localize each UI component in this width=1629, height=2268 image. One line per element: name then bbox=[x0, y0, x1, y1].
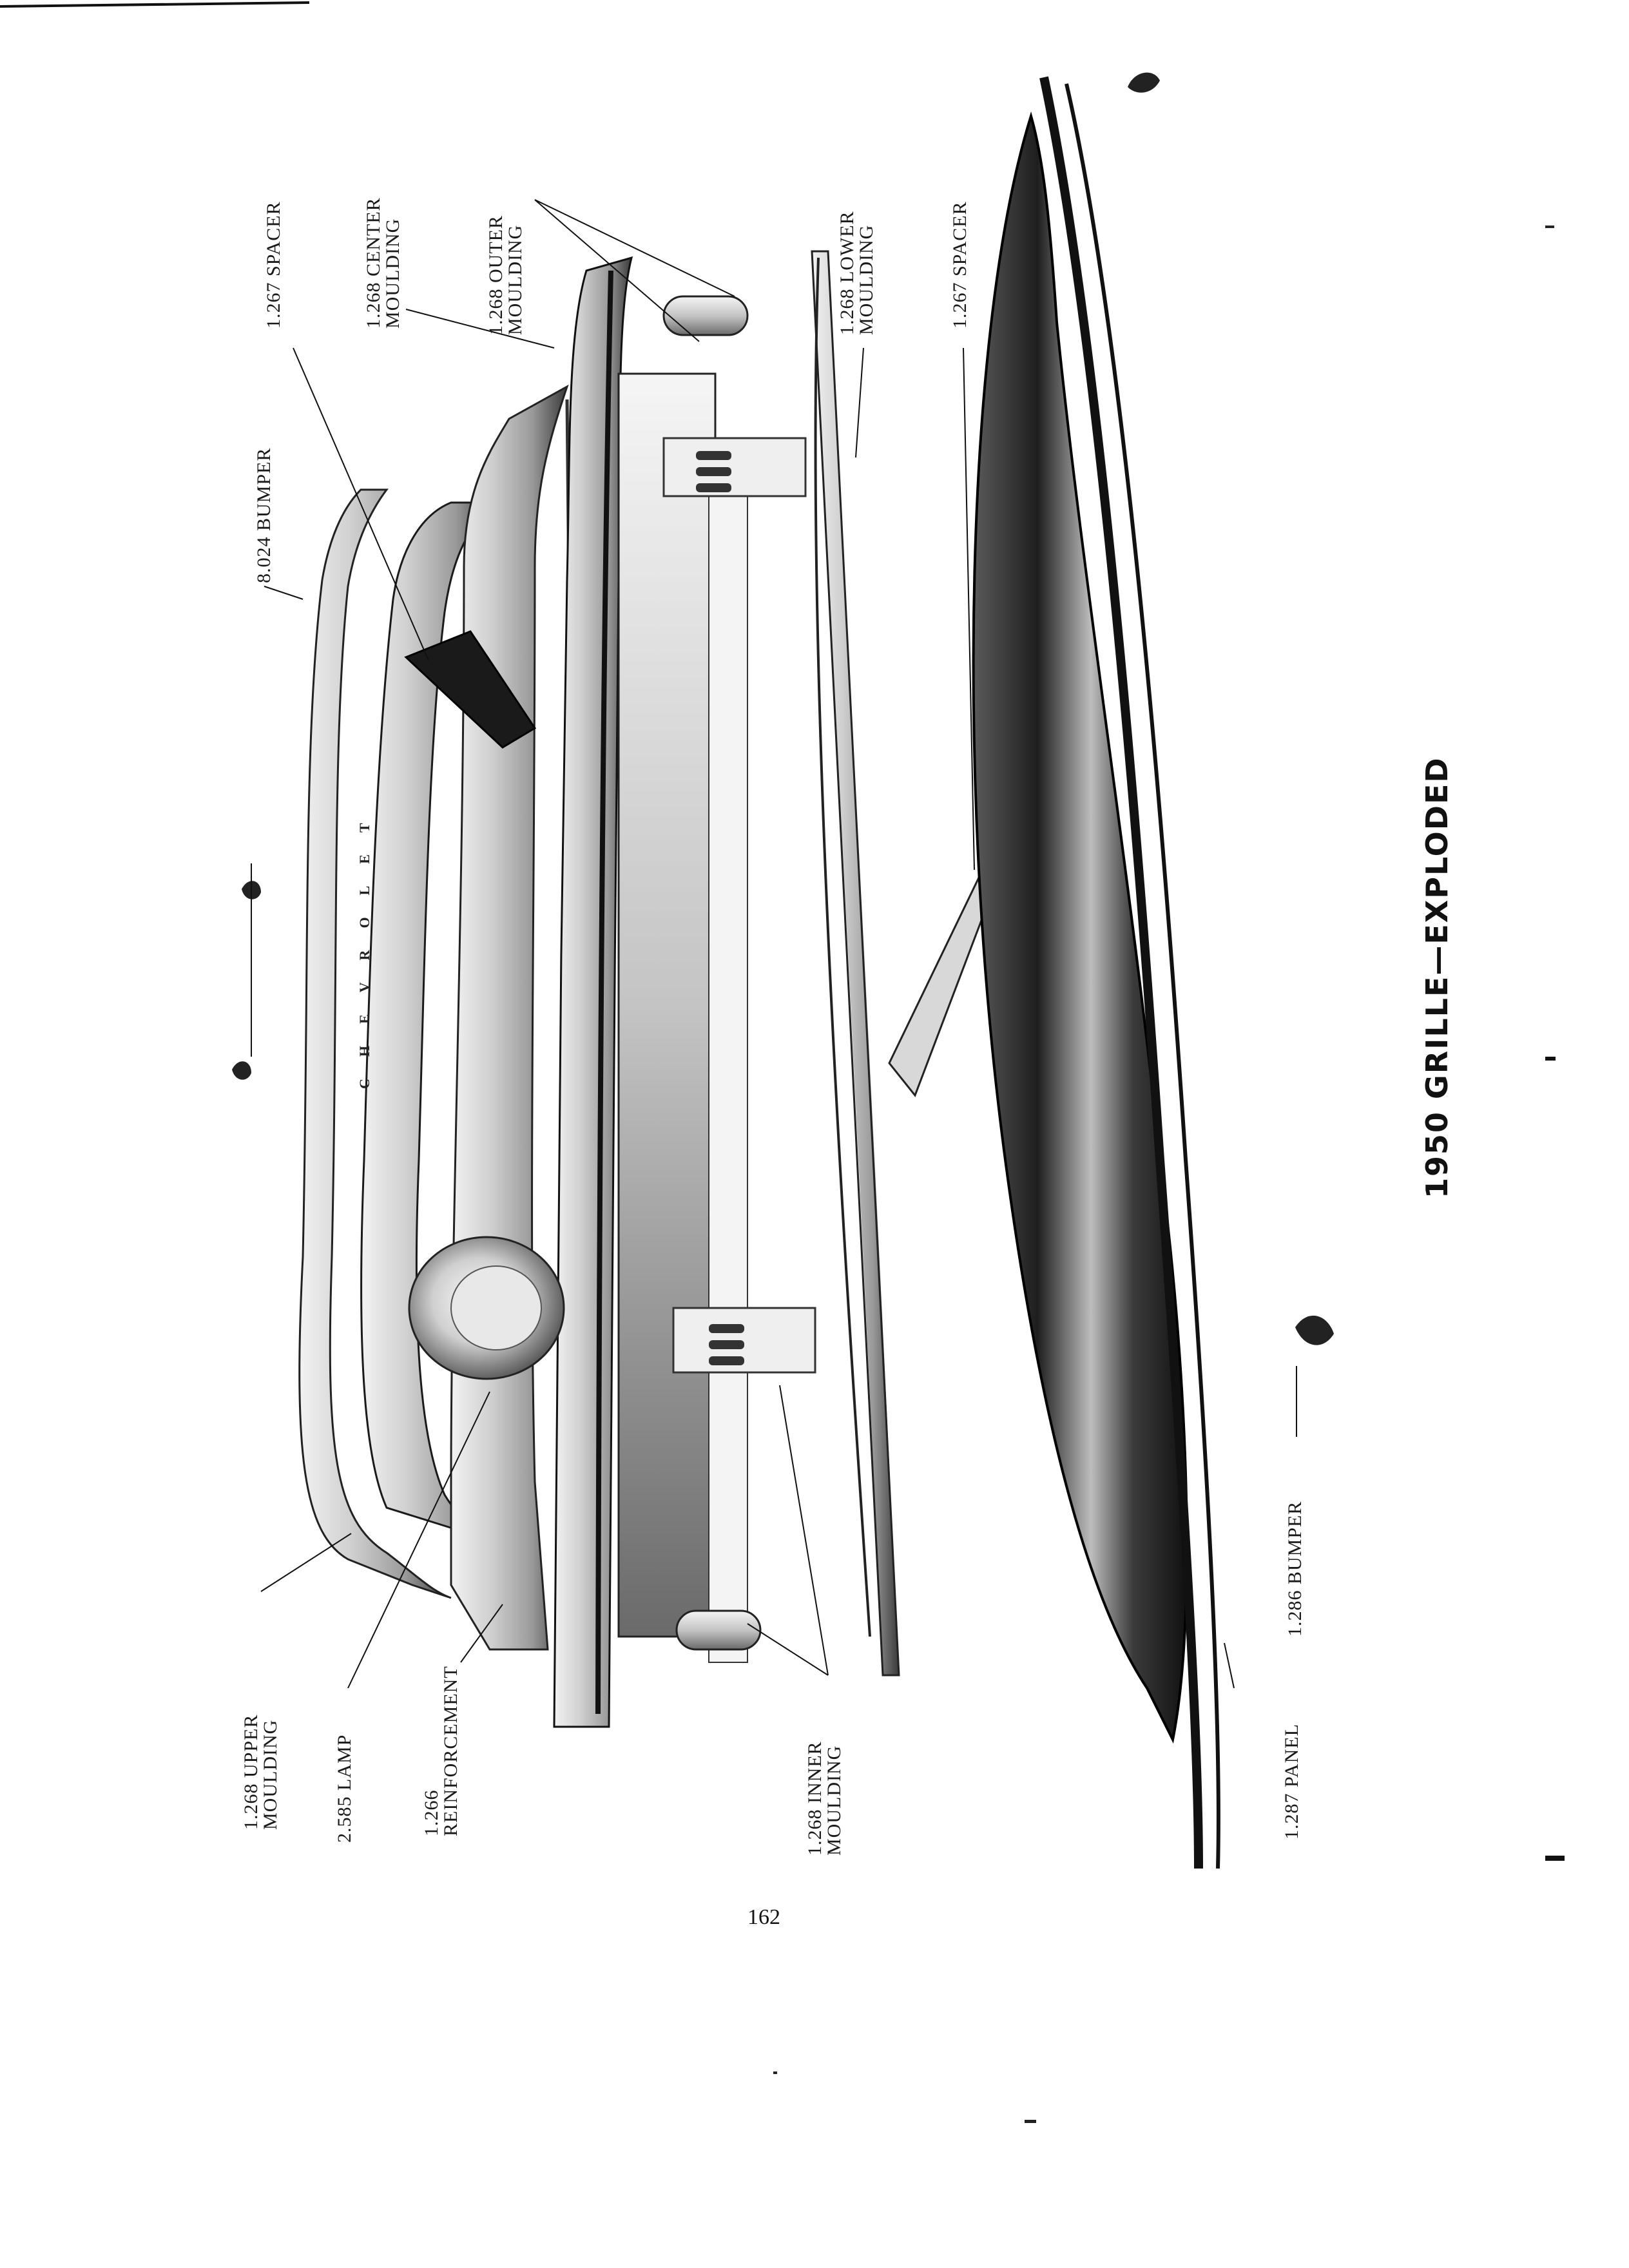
lamp-part bbox=[409, 1237, 564, 1379]
label-outer-moulding: 1.268 OUTER MOULDING bbox=[485, 215, 526, 335]
grille-frame-part bbox=[619, 374, 747, 1662]
label-lamp: 2.585 LAMP bbox=[334, 1734, 355, 1843]
scan-mark bbox=[773, 2071, 777, 2074]
spacer-right-part bbox=[889, 876, 986, 1095]
scan-mark bbox=[1545, 1057, 1556, 1061]
label-lower-moulding: 1.268 LOWER MOULDING bbox=[836, 211, 877, 335]
label-spacer-left: 1.267 SPACER bbox=[263, 201, 284, 329]
scan-mark bbox=[1025, 2120, 1036, 2123]
label-bumper-upper: 8.024 BUMPER bbox=[253, 447, 275, 583]
scan-mark bbox=[1545, 1856, 1565, 1861]
page-number: 162 bbox=[747, 1905, 780, 1929]
scan-mark bbox=[1545, 226, 1554, 228]
label-panel: 1.287 PANEL bbox=[1281, 1724, 1302, 1840]
label-upper-moulding: 1.268 UPPER MOULDING bbox=[240, 1714, 281, 1830]
page-title: 1950 GRILLE—EXPLODED bbox=[1420, 756, 1454, 1198]
label-reinforcement: 1.266 REINFORCEMENT bbox=[421, 1666, 461, 1836]
panel-part bbox=[974, 77, 1219, 1869]
label-bumper-lower: 1.286 BUMPER bbox=[1284, 1501, 1306, 1637]
label-center-moulding: 1.268 CENTER MOULDING bbox=[363, 197, 403, 329]
lower-moulding-part bbox=[812, 251, 899, 1675]
scan-edge-line bbox=[0, 3, 309, 6]
chevrolet-emblem: CHEVROLET bbox=[356, 801, 372, 1089]
label-spacer-right: 1.267 SPACER bbox=[949, 201, 970, 329]
label-inner-moulding: 1.268 INNER MOULDING bbox=[804, 1741, 845, 1856]
